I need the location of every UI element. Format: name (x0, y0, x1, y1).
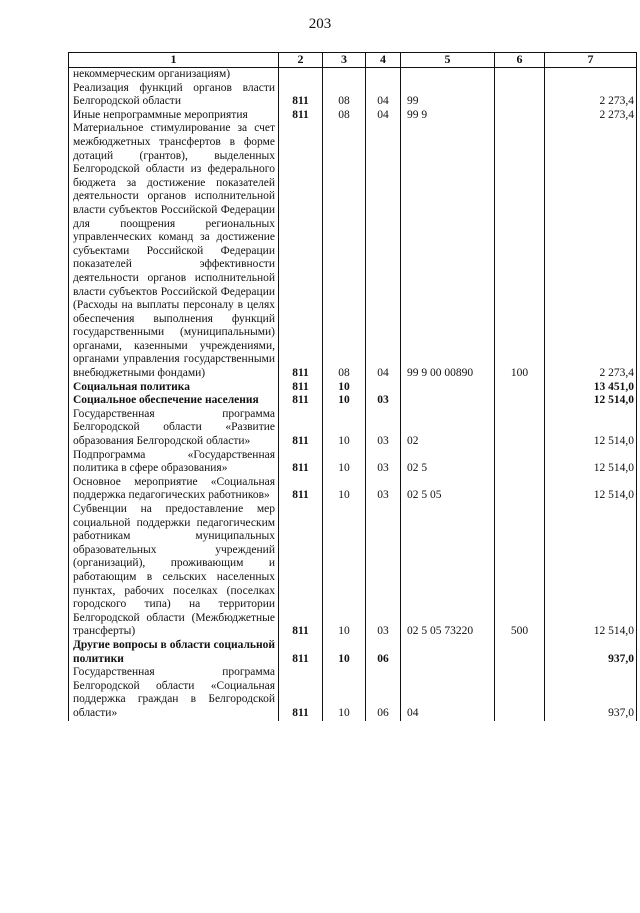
column-header-7: 7 (545, 53, 637, 68)
row-section: 10 (323, 449, 366, 476)
row-target-article: 99 9 00 00890 (401, 122, 495, 380)
table-row (69, 408, 637, 449)
row-amount: 12 514,0 (545, 503, 637, 639)
row-subsection: 03 (366, 408, 401, 449)
row-expense-type (495, 449, 545, 476)
table-row (69, 394, 637, 408)
row-section: 10 (323, 503, 366, 639)
row-section: 10 (323, 408, 366, 449)
row-expense-type (495, 82, 545, 109)
row-name: Государственная программа Белгородской области «Социальная поддержка граждан в Белгородской области» (69, 666, 279, 720)
header-row (69, 53, 637, 68)
column-header-6: 6 (495, 53, 545, 68)
row-subsection (366, 381, 401, 395)
row-subsection (366, 68, 401, 82)
row-subsection: 03 (366, 476, 401, 503)
row-section: 08 (323, 82, 366, 109)
row-name: Основное мероприятие «Социальная поддержка педагогических работников» (69, 476, 279, 503)
row-target-article: 02 (401, 408, 495, 449)
row-expense-type (495, 394, 545, 408)
row-target-article (401, 68, 495, 82)
row-amount: 13 451,0 (545, 381, 637, 395)
row-amount: 2 273,4 (545, 122, 637, 380)
row-subsection: 03 (366, 394, 401, 408)
row-name: некоммерческим организациям) (69, 68, 279, 82)
row-section: 08 (323, 122, 366, 380)
column-header-4: 4 (366, 53, 401, 68)
row-name: Социальная политика (69, 381, 279, 395)
row-subsection: 03 (366, 449, 401, 476)
row-subsection: 03 (366, 503, 401, 639)
row-expense-type (495, 68, 545, 82)
row-amount: 12 514,0 (545, 449, 637, 476)
row-amount: 12 514,0 (545, 408, 637, 449)
row-name: Субвенции на предоставление мер социальной поддержки педагогическим работникам муниципальных образовательных учреждений (организаций), проживающим и работающим в сельских населенных пунктах, рабочих поселках (поселках городского типа) на территории Белгородской области (Межбюджетные трансферты) (69, 503, 279, 639)
column-header-5: 5 (401, 53, 495, 68)
row-name: Государственная программа Белгородской области «Развитие образования Белгородской области» (69, 408, 279, 449)
row-expense-type (495, 476, 545, 503)
table-row (69, 449, 637, 476)
row-expense-type (495, 408, 545, 449)
row-amount: 12 514,0 (545, 394, 637, 408)
row-name: Подпрограмма «Государственная политика в сфере образования» (69, 449, 279, 476)
row-amount: 937,0 (545, 639, 637, 666)
column-header-3: 3 (323, 53, 366, 68)
row-amount (545, 68, 637, 82)
row-subsection: 06 (366, 666, 401, 720)
row-target-article: 99 9 (401, 109, 495, 123)
row-subsection: 06 (366, 639, 401, 666)
row-expense-type (495, 109, 545, 123)
row-target-article (401, 639, 495, 666)
row-name: Социальное обеспечение населения (69, 394, 279, 408)
table-row (69, 381, 637, 395)
row-gov-code: 811 (279, 109, 323, 123)
table-row (69, 109, 637, 123)
row-expense-type: 100 (495, 122, 545, 380)
row-subsection: 04 (366, 82, 401, 109)
row-section: 10 (323, 394, 366, 408)
row-name: Другие вопросы в области социальной политики (69, 639, 279, 666)
column-header-2: 2 (279, 53, 323, 68)
row-section: 10 (323, 381, 366, 395)
row-target-article (401, 381, 495, 395)
row-gov-code: 811 (279, 394, 323, 408)
table-row (69, 68, 637, 82)
row-name: Иные непрограммные мероприятия (69, 109, 279, 123)
row-expense-type (495, 666, 545, 720)
row-target-article (401, 394, 495, 408)
row-target-article: 99 (401, 82, 495, 109)
row-gov-code: 811 (279, 381, 323, 395)
table-row (69, 666, 637, 720)
row-section (323, 68, 366, 82)
row-gov-code: 811 (279, 639, 323, 666)
column-header-1: 1 (69, 53, 279, 68)
row-gov-code: 811 (279, 122, 323, 380)
row-gov-code (279, 68, 323, 82)
row-subsection: 04 (366, 109, 401, 123)
row-expense-type: 500 (495, 503, 545, 639)
row-gov-code: 811 (279, 476, 323, 503)
row-amount: 2 273,4 (545, 82, 637, 109)
row-target-article: 04 (401, 666, 495, 720)
row-name: Материальное стимулирование за счет межбюджетных трансфертов в форме дотаций (грантов), выделенных Белгородской области из федерального бюджета за достижение показателей деятельности органов исполнительной власти субъектов Российской Федерации для поощрения региональных управленческих команд за достижение субъектами Российской Федерации показателей эффективности деятельности органов исполнительной власти субъектов Российской Федерации (Расходы на выплаты персоналу в целях обеспечения выполнения функций государственными (муниципальными) органами, казенными учреждениями, органами управления государственными внебюджетными фондами) (69, 122, 279, 380)
page-number: 203 (308, 16, 332, 32)
row-target-article: 02 5 (401, 449, 495, 476)
row-amount: 2 273,4 (545, 109, 637, 123)
row-expense-type (495, 639, 545, 666)
table-row (69, 639, 637, 666)
row-section: 10 (323, 639, 366, 666)
table-row (69, 82, 637, 109)
row-gov-code: 811 (279, 408, 323, 449)
row-subsection: 04 (366, 122, 401, 380)
row-section: 10 (323, 666, 366, 720)
budget-table (68, 52, 637, 721)
table-row (69, 476, 637, 503)
row-section: 08 (323, 109, 366, 123)
row-gov-code: 811 (279, 666, 323, 720)
row-name: Реализация функций органов власти Белгородской области (69, 82, 279, 109)
table-row (69, 503, 637, 639)
row-amount: 937,0 (545, 666, 637, 720)
row-amount: 12 514,0 (545, 476, 637, 503)
row-target-article: 02 5 05 (401, 476, 495, 503)
row-gov-code: 811 (279, 449, 323, 476)
row-expense-type (495, 381, 545, 395)
row-section: 10 (323, 476, 366, 503)
row-gov-code: 811 (279, 503, 323, 639)
row-gov-code: 811 (279, 82, 323, 109)
row-target-article: 02 5 05 73220 (401, 503, 495, 639)
table-row (69, 122, 637, 380)
